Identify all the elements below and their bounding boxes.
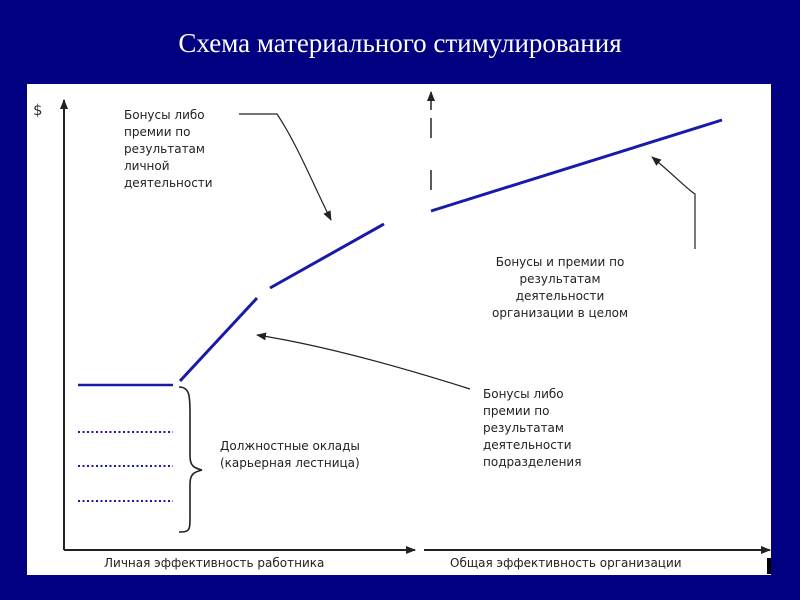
salaries-label: Должностные оклады (карьерная лестница) bbox=[220, 439, 360, 470]
curve-personal-segment bbox=[270, 224, 384, 288]
y-axis-symbol: $ bbox=[33, 101, 43, 119]
personal-bonus-label: Бонусы либо премии по результатам личной деятельности bbox=[124, 108, 213, 190]
curve-org-segment bbox=[431, 120, 722, 211]
edge-mark bbox=[767, 558, 771, 574]
org-bonus-pointer bbox=[652, 157, 695, 249]
personal-bonus-pointer bbox=[239, 114, 331, 220]
unit-bonus-label: Бонусы либо премии по результатам деятельности подразделения bbox=[483, 387, 582, 469]
slide-title: Схема материального стимулирования bbox=[178, 28, 622, 58]
curve-unit-segment bbox=[180, 298, 257, 381]
diagram-panel bbox=[27, 84, 771, 575]
org-bonus-label: Бонусы и премии по результатам деятельности организации в целом bbox=[492, 255, 629, 320]
x-axis-left-label: Личная эффективность работника bbox=[104, 556, 325, 570]
x-axis-right-label: Общая эффективность организации bbox=[450, 556, 682, 570]
unit-bonus-pointer bbox=[257, 335, 470, 389]
salary-brace bbox=[179, 387, 202, 532]
